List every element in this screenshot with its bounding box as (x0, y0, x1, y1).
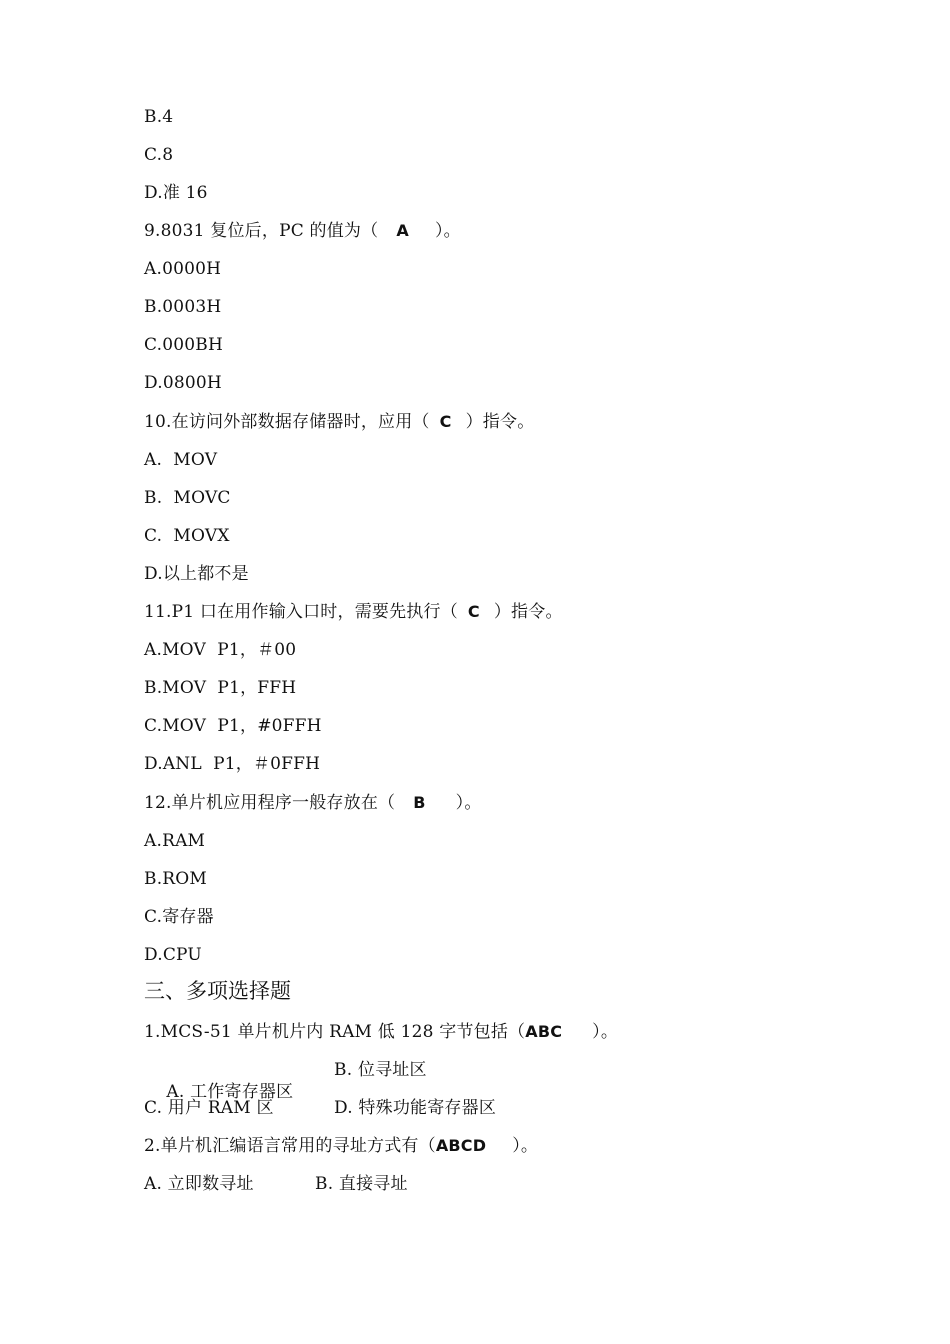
question-text: ）指令。 (493, 602, 563, 622)
option-d: D. 特殊功能寄存器区 (334, 1098, 497, 1118)
option-line: C. MOVX (144, 526, 230, 546)
option-line: B. MOVC (144, 488, 231, 508)
question-11 (144, 601, 563, 623)
question-10 (144, 411, 534, 433)
option-b: B. 位寻址区 (334, 1060, 427, 1080)
answer-mark: ABC (525, 1022, 563, 1041)
option-line: A. MOV (144, 450, 218, 470)
question-text: ）。 (512, 1136, 539, 1156)
question-text: 9.8031 复位后，PC 的值为（ (144, 221, 379, 241)
section-heading: 三、多项选择题 (144, 979, 291, 1003)
question-text: 11.P1 口在用作输入口时，需要先执行（ (144, 602, 458, 622)
option-line: A.MOV P1，＃00 (144, 640, 297, 660)
question-text: ）。 (592, 1022, 619, 1042)
option-a: A. 立即数寻址 (144, 1174, 254, 1194)
answer-mark: ABCD (435, 1136, 487, 1155)
answer-mark: C (467, 602, 480, 621)
question-text: 1.MCS-51 单片机片内 RAM 低 128 字节包括（ (144, 1022, 526, 1042)
question-text: 10.在访问外部数据存储器时，应用（ (144, 412, 430, 432)
question-12 (144, 792, 482, 814)
option-line: C.MOV P1，#0FFH (144, 716, 322, 736)
option-line: C.8 (144, 145, 174, 165)
answer-mark: A (396, 221, 409, 240)
option-line: B.0003H (144, 297, 222, 317)
option-line: D.CPU (144, 945, 202, 965)
option-line: D.ANL P1，＃0FFH (144, 754, 321, 774)
option-line: D.0800H (144, 373, 222, 393)
option-line: A.0000H (144, 259, 222, 279)
option-line: B.4 (144, 107, 174, 127)
option-c: C. 用户 RAM 区 (144, 1098, 274, 1118)
multi-question-2 (144, 1135, 538, 1157)
option-line: B.ROM (144, 869, 208, 889)
answer-mark: B (413, 793, 426, 812)
option-line: D.以上都不是 (144, 564, 249, 584)
option-line: B.MOV P1，FFH (144, 678, 297, 698)
option-a: A. 工作寄存器区 (166, 1082, 294, 1102)
question-text: ）。 (434, 221, 461, 241)
option-line: A.RAM (144, 831, 206, 851)
multi-question-1 (144, 1021, 618, 1043)
question-text: 12.单片机应用程序一般存放在（ (144, 793, 396, 813)
answer-mark: C (439, 412, 452, 431)
question-text: ）。 (455, 793, 482, 813)
question-text: 2.单片机汇编语言常用的寻址方式有（ (144, 1136, 436, 1156)
question-9 (144, 220, 461, 242)
option-b: B. 直接寻址 (315, 1174, 408, 1194)
option-line: C.000BH (144, 335, 223, 355)
option-line: C.寄存器 (144, 907, 214, 927)
option-line: D.准 16 (144, 183, 208, 203)
question-text: ）指令。 (465, 412, 535, 432)
